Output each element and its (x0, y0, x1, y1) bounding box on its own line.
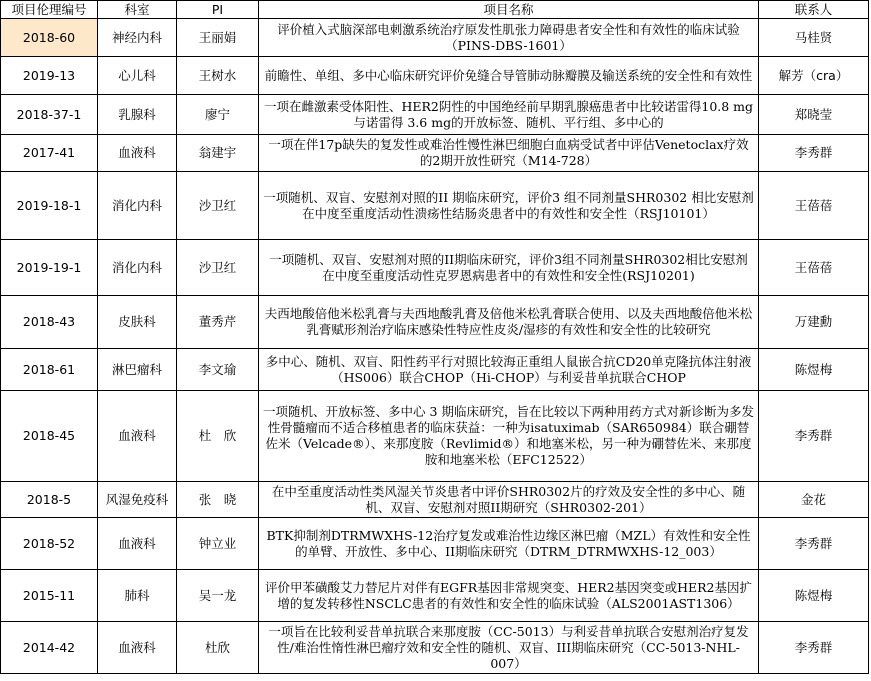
cell-name[interactable]: 一项随机、双盲、安慰剂对照的II 期临床研究，评价3 组不同剂量SHR0302 相比安慰剂在中度至重度活动性溃疡性结肠炎患者中的有效性和安全性（RSJ10101） (259, 172, 759, 240)
cell-name[interactable]: 一项随机、开放标签、多中心 3 期临床研究，旨在比较以下两种用药方式对新诊断为多发性骨髓瘤而不适合移植患者的临床获益：一种为isatuximab（SAR650984）联合硼替佐米（Velcade®）、来那度胺（Revlimid®）和地塞米松，另一种为硼替佐米、来那度胺和地塞米松（EFC12522） (259, 391, 759, 482)
cell-id[interactable]: 2018-37-1 (1, 95, 98, 135)
cell-id[interactable]: 2015-11 (1, 570, 98, 622)
cell-pi[interactable]: 董秀芹 (177, 296, 259, 349)
table-row (1, 622, 869, 674)
cell-contact[interactable]: 李秀群 (759, 391, 869, 482)
header-pi[interactable]: PI (177, 1, 259, 19)
cell-dept[interactable]: 血液科 (98, 391, 177, 482)
cell-id[interactable]: 2019-19-1 (1, 240, 98, 296)
cell-id[interactable]: 2018-5 (1, 482, 98, 518)
cell-contact[interactable]: 李秀群 (759, 622, 869, 674)
cell-id[interactable]: 2018-60 (1, 19, 98, 57)
cell-id[interactable]: 2018-52 (1, 518, 98, 570)
cell-id[interactable]: 2018-43 (1, 296, 98, 349)
header-name[interactable]: 项目名称 (259, 1, 759, 19)
cell-pi[interactable]: 王树水 (177, 57, 259, 95)
cell-pi[interactable]: 翁建宇 (177, 135, 259, 172)
cell-pi[interactable]: 沙卫红 (177, 172, 259, 240)
cell-dept[interactable]: 风湿免疫科 (98, 482, 177, 518)
cell-pi[interactable]: 杜欣 (177, 622, 259, 674)
cell-dept[interactable]: 肺科 (98, 570, 177, 622)
cell-pi[interactable]: 廖宁 (177, 95, 259, 135)
table-row (1, 172, 869, 240)
cell-id[interactable]: 2017-41 (1, 135, 98, 172)
cell-dept[interactable]: 血液科 (98, 622, 177, 674)
table-row (1, 349, 869, 391)
table-row (1, 296, 869, 349)
cell-dept[interactable]: 消化内科 (98, 240, 177, 296)
cell-name[interactable]: BTK抑制剂DTRMWXHS-12治疗复发或难治性边缘区淋巴瘤（MZL）有效性和安全性的单臂、开放性、多中心、II期临床研究（DTRM_DTRMWXHS-12_003） (259, 518, 759, 570)
cell-dept[interactable]: 淋巴瘤科 (98, 349, 177, 391)
cell-pi[interactable]: 杜 欣 (177, 391, 259, 482)
cell-contact[interactable]: 郑晓莹 (759, 95, 869, 135)
cell-dept[interactable]: 皮肤科 (98, 296, 177, 349)
cell-dept[interactable]: 消化内科 (98, 172, 177, 240)
table-row (1, 570, 869, 622)
cell-contact[interactable]: 王蓓蓓 (759, 172, 869, 240)
cell-contact[interactable]: 王蓓蓓 (759, 240, 869, 296)
table-row (1, 135, 869, 172)
cell-dept[interactable]: 血液科 (98, 518, 177, 570)
cell-pi[interactable]: 王丽娟 (177, 19, 259, 57)
cell-contact[interactable]: 李秀群 (759, 518, 869, 570)
table-row (1, 240, 869, 296)
table-row (1, 518, 869, 570)
cell-contact[interactable]: 解芳（cra） (759, 57, 869, 95)
cell-name[interactable]: 一项在雌激素受体阳性、HER2阴性的中国绝经前早期乳腺癌患者中比较诺雷得10.8 mg与诺雷得 3.6 mg的开放标签、随机、平行组、多中心的 (259, 95, 759, 135)
cell-id[interactable]: 2019-18-1 (1, 172, 98, 240)
cell-contact[interactable]: 陈煜梅 (759, 570, 869, 622)
cell-name[interactable]: 评价甲苯磺酸艾力替尼片对伴有EGFR基因非常规突变、HER2基因突变或HER2基因扩增的复发转移性NSCLC患者的有效性和安全性的临床试验（ALS2001AST1306） (259, 570, 759, 622)
cell-contact[interactable]: 万建勳 (759, 296, 869, 349)
cell-pi[interactable]: 李文瑜 (177, 349, 259, 391)
header-id[interactable]: 项目伦理编号 (1, 1, 98, 19)
header-row (1, 1, 869, 19)
header-dept[interactable]: 科室 (98, 1, 177, 19)
cell-pi[interactable]: 吴一龙 (177, 570, 259, 622)
cell-dept[interactable]: 神经内科 (98, 19, 177, 57)
cell-pi[interactable]: 沙卫红 (177, 240, 259, 296)
cell-name[interactable]: 多中心、随机、双盲、阳性药平行对照比较海正重组人鼠嵌合抗CD20单克隆抗体注射液（HS006）联合CHOP（Hi-CHOP）与利妥昔单抗联合CHOP (259, 349, 759, 391)
table-row (1, 482, 869, 518)
cell-pi[interactable]: 钟立业 (177, 518, 259, 570)
cell-name[interactable]: 一项在伴17p缺失的复发性或难治性慢性淋巴细胞白血病受试者中评估Venetoclax疗效的2期开放性研究（M14-728） (259, 135, 759, 172)
cell-pi[interactable]: 张 晓 (177, 482, 259, 518)
cell-contact[interactable]: 马桂贤 (759, 19, 869, 57)
cell-contact[interactable]: 金花 (759, 482, 869, 518)
cell-contact[interactable]: 李秀群 (759, 135, 869, 172)
cell-dept[interactable]: 心儿科 (98, 57, 177, 95)
cell-name[interactable]: 一项随机、双盲、安慰剂对照的II期临床研究，评价3组不同剂量SHR0302相比安慰剂在中度至重度活动性克罗恩病患者中的有效性和安全性(RSJ10201) (259, 240, 759, 296)
table-row (1, 95, 869, 135)
cell-name[interactable]: 一项旨在比较利妥昔单抗联合来那度胺（CC-5013）与利妥昔单抗联合安慰剂治疗复发性/难治性惰性淋巴瘤疗效和安全性的随机、双盲、III期临床研究（CC-5013-NHL-007） (259, 622, 759, 674)
cell-name[interactable]: 前瞻性、单组、多中心临床研究评价免缝合导管肺动脉瓣膜及输送系统的安全性和有效性 (259, 57, 759, 95)
cell-name[interactable]: 在中至重度活动性类风湿关节炎患者中评价SHR0302片的疗效及安全性的多中心、随机、双盲、安慰剂对照II期研究（SHR0302-201） (259, 482, 759, 518)
cell-id[interactable]: 2014-42 (1, 622, 98, 674)
cell-id[interactable]: 2019-13 (1, 57, 98, 95)
cell-name[interactable]: 评价植入式脑深部电刺激系统治疗原发性肌张力障碍患者安全性和有效性的临床试验（PINS-DBS-1601） (259, 19, 759, 57)
cell-name[interactable]: 夫西地酸倍他米松乳膏与夫西地酸乳膏及倍他米松乳膏联合使用、以及夫西地酸倍他米松乳膏赋形剂治疗临床感染性特应性皮炎/湿疹的有效性和安全性的比较研究 (259, 296, 759, 349)
table-row (1, 391, 869, 482)
header-contact[interactable]: 联系人 (759, 1, 869, 19)
table-row (1, 19, 869, 57)
table-row (1, 57, 869, 95)
cell-dept[interactable]: 乳腺科 (98, 95, 177, 135)
cell-dept[interactable]: 血液科 (98, 135, 177, 172)
cell-id[interactable]: 2018-61 (1, 349, 98, 391)
cell-contact[interactable]: 陈煜梅 (759, 349, 869, 391)
cell-id[interactable]: 2018-45 (1, 391, 98, 482)
